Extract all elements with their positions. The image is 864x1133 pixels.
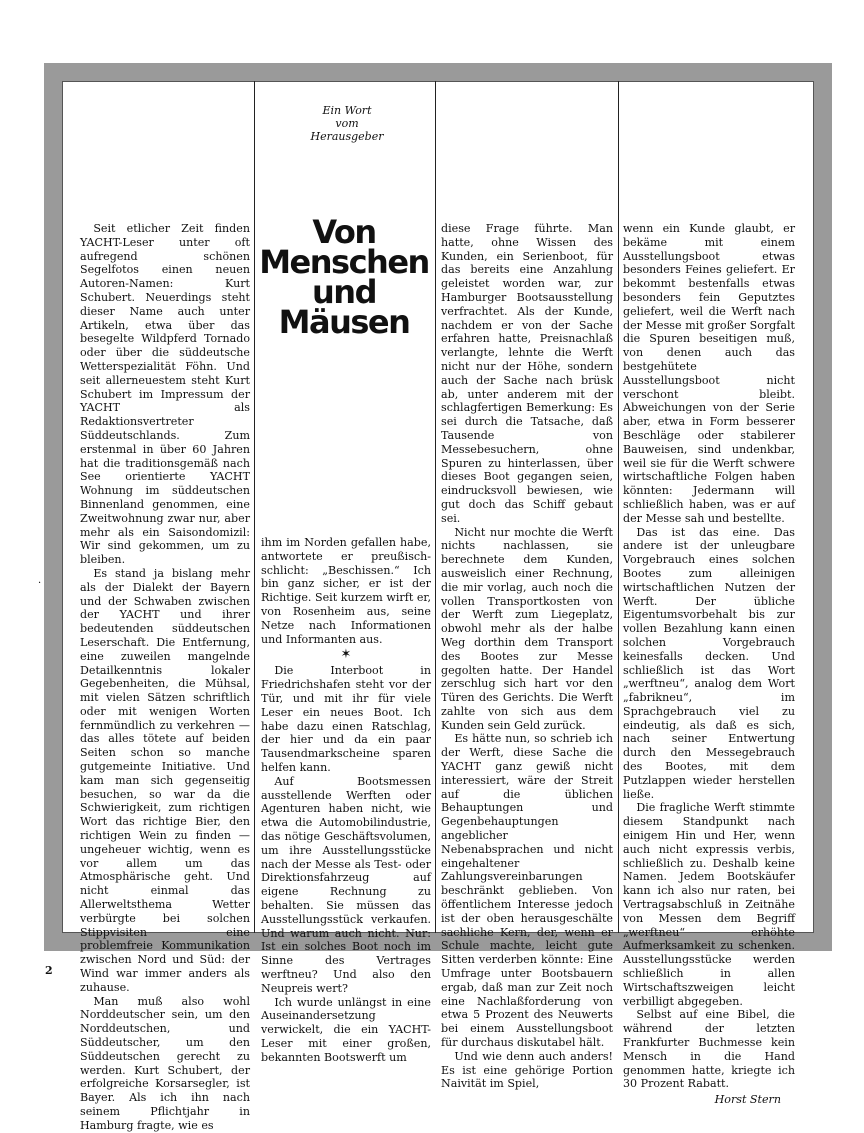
text-column-3 <box>441 222 613 1091</box>
author-signature: Horst Stern <box>714 1093 781 1107</box>
text-column-1 <box>80 222 250 1133</box>
paragraph: Das ist das eine. Das andere ist der unleugbare Vorgebrauch eines solchen Bootes zum alleinigen wirtschaftlichen Nutzen der Werft. Der übliche Eigentumsvorbehalt bis zur vollen Bezahlung kann einen solchen Vorgebrauch keinesfalls decken. Und schließlich ist das Wort „werftneu“, analog dem Wort „fabrikneu“, im Sprachgebrauch viel zu eindeutig, als daß es sich, nach seiner Entwertung durch den Messegebrauch des Bootes, mit dem Putzlappen wieder herstellen ließe. <box>623 525 795 801</box>
paragraph: Es stand ja bislang mehr als der Dialekt der Bayern und der Schwaben zwischen der YACHT und ihrer bedeutenden süddeutschen Leserschaft. Die Entfernung, eine zuweilen mangelnde Detailkenntnis lokaler Gegebenheiten, die Mühsal, mit vielen Sätzen schriftlich oder mit wenigen Worten fernmündlich zu verkehren — das alles tötete auf beiden Seiten schon so manche gutgemeinte Initiative. Und kam man sich gegenseitig besuchen, so war da die Schwierigkeit, zum richtigen Wort das richtige Bier, den richtigen Wein zu finden — ungeheuer wichtig, wenn es vor allem um das Atmosphärische geht. Und nicht einmal das Allerweltsthema Wetter verbürgte bei solchen Stippvisiten eine problemfreie Kommunikation zwischen Nord und Süd: der Wind war immer anders als zuhause. <box>80 566 250 994</box>
paragraph: Seit etlicher Zeit finden YACHT-Leser unter oft aufregend schönen Segelfotos einen neuen Autoren-Namen: Kurt Schubert. Neuerdings steht dieser Name auch unter Artikeln, etwa über das besegelte Wildpferd Tornado oder über die süddeutsche Wetterspezialität Föhn. Und seit allerneuestem steht Kurt Schubert im Impressum der YACHT als Redaktionsvertreter Süddeutschlands. Zum erstenmal in über 60 Jahren hat die traditionsgemäß nach See orientierte YACHT Wohnung im süddeutschen Binnenland genommen, eine Zweitwohnung zwar nur, aber mehr als ein Saisondomizil: Wir sind gekommen, um zu bleiben. <box>80 222 250 567</box>
column-rule <box>618 81 619 933</box>
column-rule <box>254 81 255 933</box>
headline-line: Von <box>312 213 376 251</box>
paragraph: Die fragliche Werft stimmte diesem Standpunkt nach einigem Hin und Her, wenn auch nicht expressis verbis, schließlich zu. Deshalb keine Namen. Jedem Bootskäufer kann ich also nur raten, bei Vertragsabschluß in Zeitnähe von Messen dem Begriff „werftneu“ erhöhte Aufmerksamkeit zu schenken. Ausstellungsstücke werden schließlich in allen Wirtschaftszweigen leicht verbilligt abgegeben. <box>623 801 795 1008</box>
editor-note <box>262 104 432 143</box>
paragraph: Nicht nur mochte die Werft nichts nachlassen, sie berechnete dem Kunden, ausweislich einer Rechnung, die mir vorlag, auch noch die vollen Transportkosten von der Werft zum Liegeplatz, obwohl mehr als der halbe Weg dorthin dem Transport des Bootes zur Messe gegolten hatte. Der Handel zerschlug sich hart vor den Türen des Gerichts. Die Werft zahlte von sich aus dem Kunden sein Geld zurück. <box>441 525 613 732</box>
paragraph: diese Frage führte. Man hatte, ohne Wissen des Kunden, ein Serienboot, für das bereits eine Anzahlung geleistet worden war, zur Hamburger Bootsausstellung verfrachtet. Als der Kunde, nachdem er von der Sache erfahren hatte, Preisnachlaß verlangte, lehnte die Werft nicht nur der Höhe, sondern auch der Sache nach brüsk ab, unter anderem mit der schlagfertigen Bemerkung: Es sei durch die Tatsache, daß Tausende von Messebesuchern, ohne Spuren zu hinterlassen, über dieses Boot gegangen seien, eindrucksvoll bewiesen, wie gut doch das Schiff gebaut sei. <box>441 222 613 525</box>
text-column-4 <box>623 222 795 1107</box>
paragraph: Ich wurde unlängst in eine Auseinandersetzung verwickelt, die ein YACHT-Leser mit einer großen, bekannten Bootswerft um <box>261 995 431 1064</box>
article-headline <box>256 213 432 341</box>
headline-line: und <box>312 273 376 311</box>
editor-note-line: vom <box>335 117 359 130</box>
paragraph: ihm im Norden gefallen habe, antwortete er preußisch-schlicht: „Beschissen.“ Ich bin ganz sicher, er ist der Richtige. Seit kurzem wirft er, von Rosenheim aus, seine Netze nach Informationen und Informanten aus. <box>261 536 431 646</box>
paragraph: Man muß also wohl Norddeutscher sein, um den Norddeutschen, und Süddeutscher, um den Süddeutschen gerecht zu werden. Kurt Schubert, der erfolgreiche Korsarsegler, ist Bayer. Als ich ihn nach seinem Pflichtjahr in Hamburg fragte, wie es <box>80 994 250 1132</box>
section-separator-star: ✶ <box>340 647 352 663</box>
paragraph: Es hätte nun, so schrieb ich der Werft, diese Sache die YACHT ganz gewiß nicht interessiert, wäre der Streit auf die üblichen Behauptungen und Gegenbehauptungen angeblicher Nebenabsprachen und nicht eingehaltener Zahlungsvereinbarungen beschränkt geblieben. Von öffentlichem Interesse jedoch ist der oben herausgeschälte sachliche Kern, der, wenn er Schule machte, leicht gute Sitten verderben könnte: Eine Umfrage unter Bootsbauern ergab, daß man zur Zeit noch eine Nachlaßforderung von etwa 5 Prozent des Neuwerts bei einem Ausstellungsboot für durchaus diskutabel hält. <box>441 732 613 1050</box>
text-column-2 <box>261 536 431 1064</box>
margin-mark: · <box>38 578 42 589</box>
paragraph: Die Interboot in Friedrichshafen steht vor der Tür, und mit ihr für viele Leser ein neues Boot. Ich habe dazu einen Ratschlag, der hier und da ein paar Tausendmarkscheine sparen helfen kann. <box>261 664 431 774</box>
page-number: 2 <box>45 964 53 977</box>
paragraph: Selbst auf eine Bibel, die während der letzten Frankfurter Buchmesse kein Mensch in die Hand genommen hatte, kriegte ich 30 Prozent Rabatt. <box>623 1008 795 1091</box>
paragraph: wenn ein Kunde glaubt, er bekäme mit einem Ausstellungsboot etwas besonders Feines geliefert. Er bekommt bestenfalls etwas besonders fein Geputztes geliefert, weil die Werft nach der Messe mit großer Sorgfalt die Spuren beseitigen muß, von denen auch das bestgehütete Ausstellungsboot nicht verschont bleibt. Abweichungen von der Serie aber, etwa in Form besserer Beschläge oder stabilerer Bauweisen, sind undenkbar, weil sie für die Werft schwere wirtschaftliche Folgen haben könnten: Jedermann will schließlich haben, was er auf der Messe sah und bestellte. <box>623 222 795 525</box>
column-rule <box>435 81 436 933</box>
paragraph: Und wie denn auch anders! Es ist eine gehörige Portion Naivität im Spiel, <box>441 1049 613 1091</box>
paragraph: Auf Bootsmessen ausstellende Werften oder Agenturen haben nicht, wie etwa die Automobilindustrie, das nötige Geschäftsvolumen, um ihre Ausstellungsstücke nach der Messe als Test- oder Direktionsfahrzeug auf eigene Rechnung zu behalten. Sie müssen das Ausstellungsstück verkaufen. Und warum auch nicht. Nur: Ist ein solches Boot noch im Sinne des Vertrages werftneu? Und also den Neupreis wert? <box>261 774 431 995</box>
headline-line: Mäusen <box>278 303 410 341</box>
headline-line: Menschen <box>259 243 429 281</box>
editor-note-line: Ein Wort <box>322 104 372 117</box>
editor-note-line: Herausgeber <box>310 130 384 143</box>
